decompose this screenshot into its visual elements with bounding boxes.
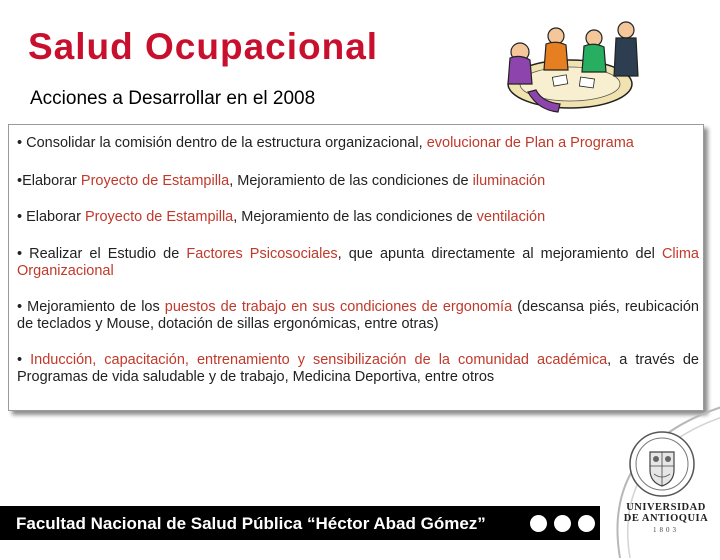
bullet-text: • Elaborar [17, 209, 85, 225]
university-seal-icon [628, 428, 696, 500]
content-box [8, 124, 704, 411]
highlighted-text: Inducción, capacitación, entrenamiento y sensibilización de la comunidad académica [30, 351, 608, 368]
bullet-text: , Mejoramiento de las condiciones de [233, 209, 477, 225]
university-year: 1803 [653, 526, 679, 534]
university-name-line2: DE ANTIOQUIA [623, 513, 709, 524]
bullet-item [17, 135, 699, 153]
university-name [620, 502, 712, 524]
dot-icon [530, 515, 547, 532]
page-subtitle: Acciones a Desarrollar en el 2008 [30, 88, 316, 109]
highlighted-text: puestos de trabajo en sus condiciones de ergonomía [164, 298, 513, 315]
footer-text: Facultad Nacional de Salud Pública “Héctor Abad Gómez” [16, 514, 486, 533]
highlighted-text: Factores Psicosociales [186, 245, 338, 262]
dot-icon [554, 515, 571, 532]
bullet-item [17, 299, 699, 334]
page-title: Salud Ocupacional [28, 26, 379, 67]
bullet-text: (descansa piés, reubicación de teclados y Mouse, dotación de sillas ergonómicas, entre otras) [17, 298, 699, 332]
bullet-text: , a través de Programas de vida saludable y de trabajo, Medicina Deportiva, entre otros [17, 351, 699, 385]
highlighted-text: Proyecto de Estampilla [84, 209, 234, 225]
footer-bar [0, 506, 600, 540]
bullet-text: • Consolidar la comisión dentro de la estructura organizacional, [17, 135, 427, 151]
highlighted-text: evolucionar de Plan a Programa [426, 135, 634, 151]
office-meeting-clipart [498, 14, 648, 118]
bullet-list [17, 135, 699, 387]
highlighted-text: Clima Organizacional [17, 245, 699, 279]
bullet-item [17, 246, 699, 281]
university-name-line1: UNIVERSIDAD [626, 502, 706, 513]
bullet-item [17, 352, 699, 387]
bullet-text: , Mejoramiento de las condiciones de [229, 172, 473, 189]
bullet-text: • Mejoramiento de los [17, 298, 165, 315]
highlighted-text: ventilación [476, 209, 546, 225]
bullet-text: , que apunta directamente al mejoramiento del [337, 245, 662, 262]
bullet-text: • [17, 351, 31, 368]
bullet-text: •Elaborar [17, 172, 81, 189]
highlighted-text: iluminación [472, 172, 546, 189]
bullet-item [17, 173, 699, 191]
bullet-text: • Realizar el Estudio de [17, 245, 187, 262]
highlighted-text: Proyecto de Estampilla [80, 172, 230, 189]
bullet-item [17, 209, 699, 227]
